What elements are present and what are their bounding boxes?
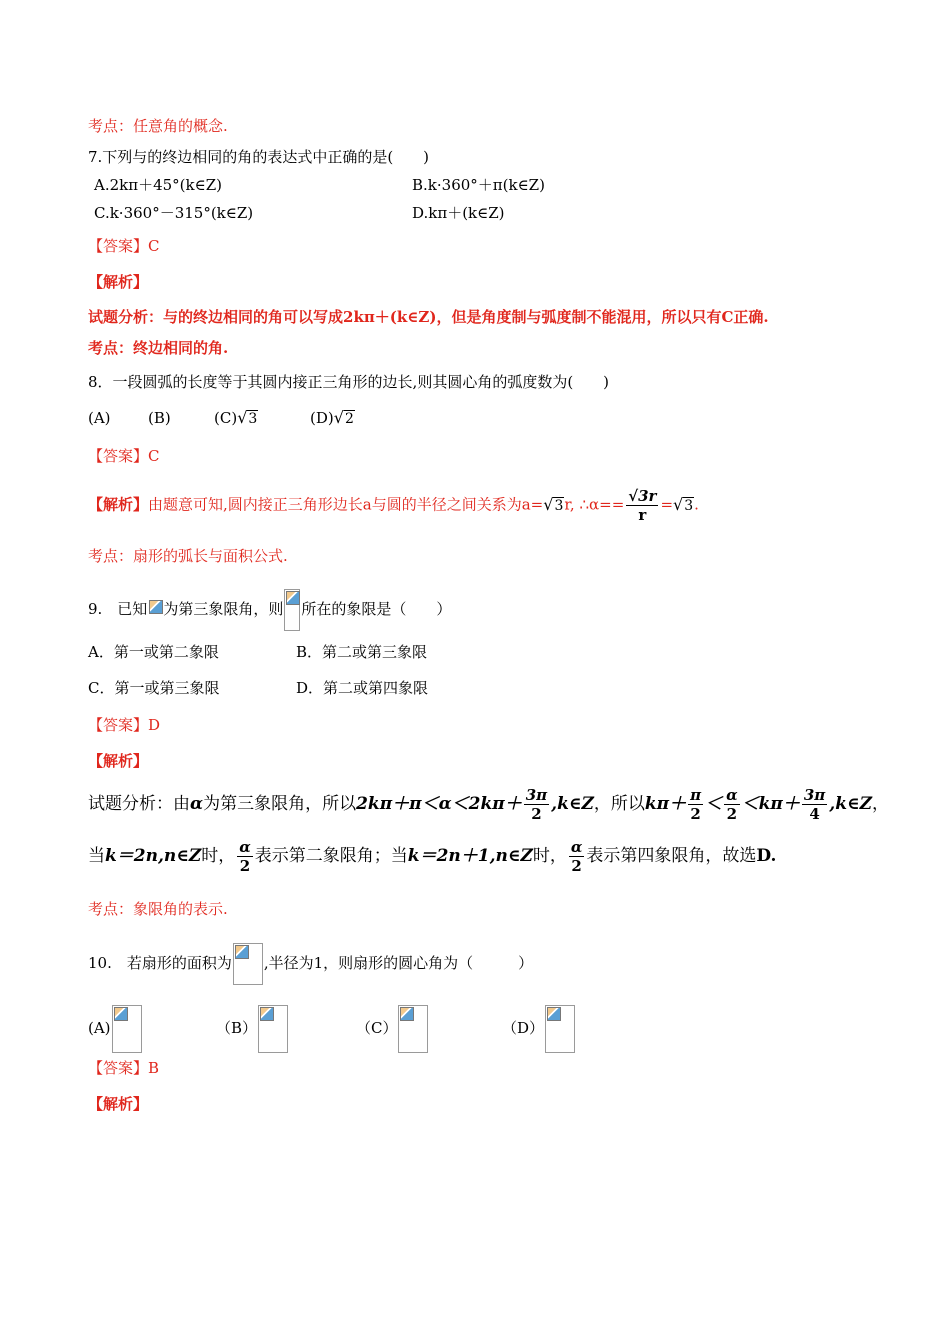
broken-image-icon <box>284 589 300 631</box>
q10-option-a <box>88 1005 143 1053</box>
fraction <box>802 786 827 823</box>
q8-option-c-label: (C) <box>214 409 238 427</box>
q9-stem-a: 9. 已知 <box>88 600 148 618</box>
q10-option-d-label: （D） <box>502 1019 545 1037</box>
fraction-numerator: 3π <box>803 786 826 804</box>
image-placeholder-icon <box>400 1007 414 1021</box>
q8-analysis-eq: = <box>660 495 674 514</box>
fraction-denominator: 2 <box>571 857 582 875</box>
q10-option-a-label: (A) <box>88 1019 111 1037</box>
q7-option-a: A.2kπ＋45°(k∈Z) <box>94 176 222 194</box>
q10-option-c <box>356 1005 429 1053</box>
fraction <box>724 786 740 823</box>
q9-point: 考点：象限角的表示. <box>88 900 228 918</box>
q10-option-d <box>502 1005 576 1053</box>
q9-stem-c: 所在的象限是（ ） <box>301 600 452 618</box>
text: 时， <box>201 846 236 866</box>
q10-answer: 【答案】B <box>88 1059 160 1077</box>
fraction-denominator: 2 <box>239 857 251 875</box>
image-placeholder-icon <box>114 1007 128 1021</box>
image-placeholder-icon <box>286 591 300 605</box>
text: ，所以 <box>593 794 645 814</box>
broken-image-icon <box>258 1005 288 1053</box>
q10-stem-b: ,半径为1，则扇形的圆心角为（ ） <box>263 954 534 972</box>
fraction-denominator: 2 <box>531 805 542 823</box>
math-alpha: α <box>190 794 204 814</box>
fraction-numerator: π <box>690 786 702 804</box>
q9-option-b: B．第二或第三象限 <box>296 643 428 661</box>
radicand: 3 <box>554 497 564 514</box>
fraction <box>237 838 253 875</box>
fraction-numerator: α <box>239 838 251 856</box>
q9-option-c: C．第一或第三象限 <box>88 679 220 697</box>
q7-analysis: 试题分析：与的终边相同的角可以写成2kπ＋(k∈Z)，但是角度制与弧度制不能混用，所以只有C正确. <box>88 308 769 326</box>
radicand: 3 <box>684 497 694 514</box>
q8-analysis-fraction <box>626 487 658 524</box>
q10-option-b-label: （B） <box>216 1019 258 1037</box>
sqrt-symbol: √3 <box>673 494 694 514</box>
q9-analysis-label: 【解析】 <box>88 752 149 770</box>
q8-option-a: (A) <box>88 409 111 427</box>
math-lt: ＜ <box>705 794 723 814</box>
sqrt-symbol: √3 <box>543 494 564 514</box>
q10-analysis-label: 【解析】 <box>88 1095 149 1113</box>
math-inequality: 2kπ＋π＜α＜2kπ＋ <box>356 794 522 814</box>
q8-analysis-label: 【解析】 <box>88 495 149 514</box>
broken-image-icon <box>233 943 263 985</box>
q10-option-c-label: （C） <box>356 1019 398 1037</box>
math-expr: ＜kπ＋ <box>741 794 800 814</box>
q9-analysis-line2 <box>88 838 776 875</box>
fraction-denominator: 2 <box>726 805 738 823</box>
text: ， <box>871 794 889 814</box>
image-placeholder-icon <box>547 1007 561 1021</box>
broken-image-icon <box>112 1005 142 1053</box>
text: 试题分析：由 <box>88 794 190 814</box>
fraction-denominator: 2 <box>690 805 701 823</box>
q8-analysis <box>88 487 699 524</box>
fraction-denominator: r <box>638 506 647 524</box>
image-placeholder-icon <box>149 600 163 614</box>
q7-analysis-label: 【解析】 <box>88 273 149 291</box>
q10-stem <box>88 943 533 985</box>
q8-point: 考点：扇形的弧长与面积公式. <box>88 547 288 565</box>
broken-image-icon <box>148 599 162 617</box>
text: 为第三象限角，所以 <box>203 794 357 814</box>
fraction-numerator: α <box>570 838 583 856</box>
image-placeholder-icon <box>260 1007 274 1021</box>
math-set: ,k∈Z <box>551 794 594 814</box>
math-set: ,k∈Z <box>829 794 872 814</box>
fraction-denominator: 4 <box>809 805 820 823</box>
q8-option-d-label: (D) <box>310 409 334 427</box>
q8-analysis-text-c: ∴α== <box>579 495 625 514</box>
fraction <box>524 786 549 823</box>
q7-option-d: D.kπ＋(k∈Z) <box>412 204 505 222</box>
q9-option-a: A．第一或第二象限 <box>88 643 219 661</box>
q9-answer: 【答案】D <box>88 716 161 734</box>
q8-analysis-period: . <box>694 495 699 514</box>
q10-stem-a: 10. 若扇形的面积为 <box>88 954 232 972</box>
text: 表示第四象限角，故选 <box>586 846 757 866</box>
q9-stem <box>88 589 451 631</box>
q8-analysis-text-a: 由题意可知,圆内接正三角形边长a与圆的半径之间关系为a= <box>148 495 544 514</box>
fraction <box>569 838 585 875</box>
q8-option-c <box>214 407 258 430</box>
q7-point: 考点：终边相同的角. <box>88 339 229 357</box>
q7-stem: 7.下列与的终边相同的角的表达式中正确的是( ) <box>88 148 430 166</box>
q9-stem-b: 为第三象限角，则 <box>163 600 284 618</box>
q7-answer: 【答案】C <box>88 237 160 255</box>
q9-analysis-line1 <box>88 786 889 823</box>
q8-analysis-text-b: r, <box>564 495 575 514</box>
text: 表示第二象限角；当 <box>254 846 408 866</box>
text: 当 <box>88 846 105 866</box>
q10-option-b <box>216 1005 289 1053</box>
image-placeholder-icon <box>235 945 249 959</box>
fraction-numerator: √3r <box>628 487 657 505</box>
text: 时， <box>532 846 567 866</box>
text: D. <box>756 846 777 866</box>
q9-option-d: D．第二或第四象限 <box>296 679 429 697</box>
math-expr: k＝2n,n∈Z <box>105 846 202 866</box>
fraction-numerator: 3π <box>525 786 548 804</box>
math-expr: k＝2n＋1,n∈Z <box>407 846 533 866</box>
fraction <box>688 786 703 823</box>
broken-image-icon <box>545 1005 575 1053</box>
q8-option-d <box>310 407 355 430</box>
q8-answer: 【答案】C <box>88 447 160 465</box>
sqrt-symbol: √2 <box>333 408 354 427</box>
q6-point: 考点：任意角的概念. <box>88 117 228 135</box>
broken-image-icon <box>398 1005 428 1053</box>
q8-option-b: (B) <box>148 409 171 427</box>
q7-option-c: C.k·360°－315°(k∈Z) <box>94 204 254 222</box>
fraction-numerator: α <box>726 786 738 804</box>
sqrt-symbol: √3 <box>237 408 258 427</box>
math-expr: kπ＋ <box>644 794 687 814</box>
q8-stem: 8．一段圆弧的长度等于其圆内接正三角形的边长,则其圆心角的弧度数为( ) <box>88 373 610 391</box>
q8-option-c-radicand: 3 <box>248 411 258 427</box>
q8-option-d-radicand: 2 <box>344 411 354 427</box>
q7-option-b: B.k·360°＋π(k∈Z) <box>412 176 545 194</box>
